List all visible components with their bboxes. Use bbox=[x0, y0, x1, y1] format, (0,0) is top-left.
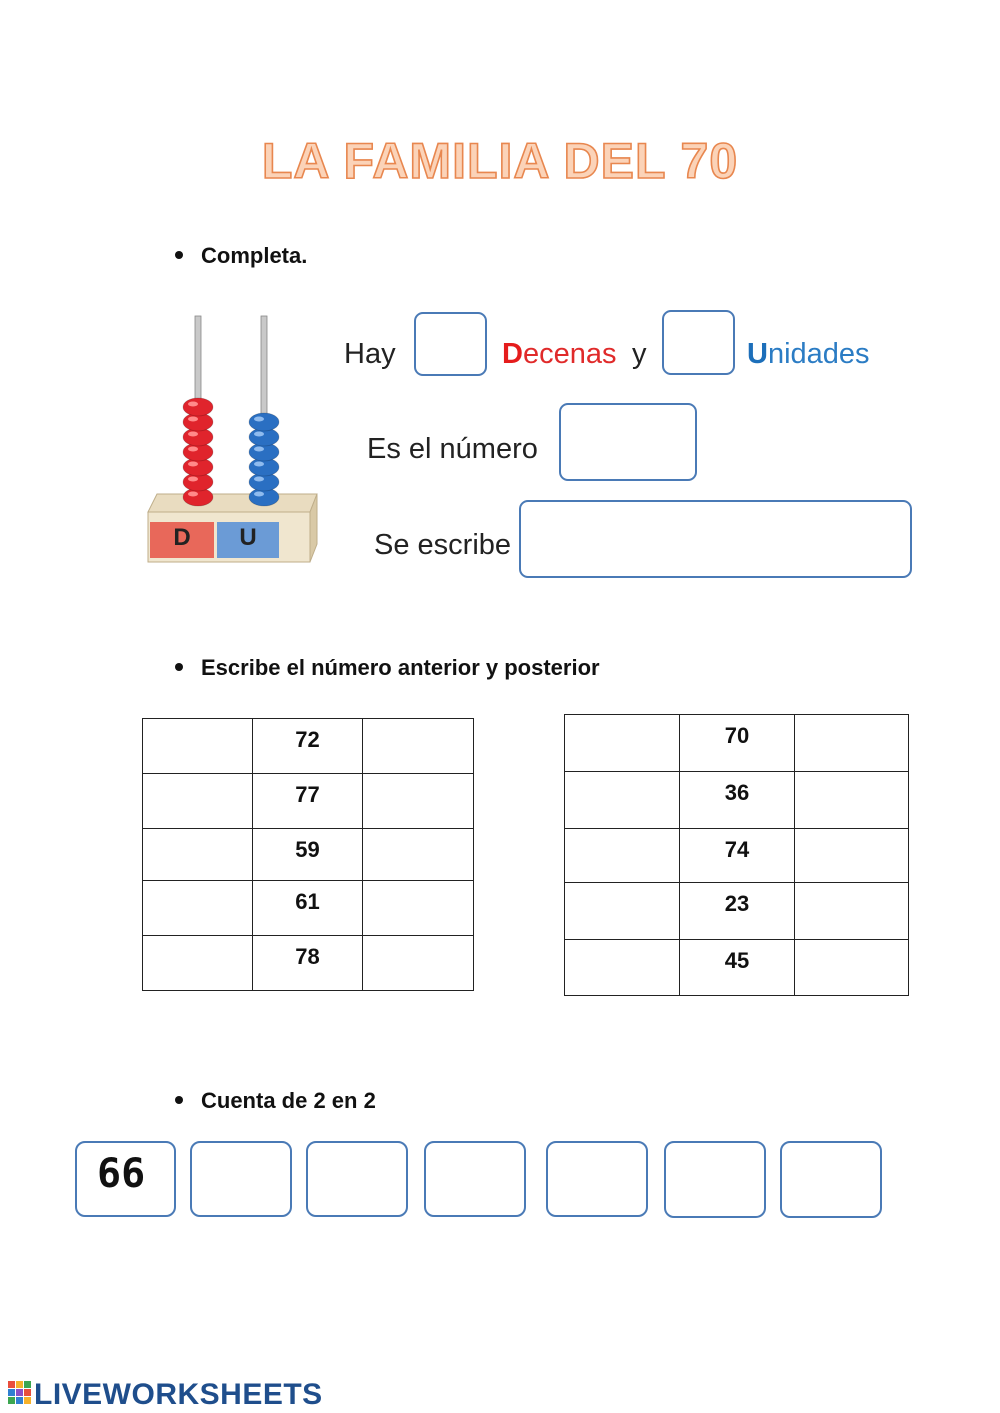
count-input-box[interactable] bbox=[546, 1141, 648, 1217]
given-number-cell bbox=[253, 719, 363, 774]
count-input-box[interactable] bbox=[306, 1141, 408, 1217]
previous-number-input[interactable] bbox=[143, 829, 253, 881]
tens-label: D bbox=[173, 524, 191, 551]
given-number: 61 bbox=[295, 889, 320, 914]
previous-number-input[interactable] bbox=[143, 936, 253, 991]
previous-number-input[interactable] bbox=[565, 829, 680, 883]
unidades-initial: U bbox=[747, 338, 768, 370]
count-value bbox=[192, 1143, 290, 1151]
given-number-cell bbox=[680, 829, 795, 883]
next-number-input[interactable] bbox=[363, 774, 474, 829]
count-value bbox=[666, 1143, 764, 1151]
abacus-image bbox=[145, 312, 320, 567]
given-number: 77 bbox=[295, 782, 320, 807]
count-input-box[interactable] bbox=[780, 1141, 882, 1218]
table-row bbox=[143, 774, 474, 829]
units-label: U bbox=[239, 524, 257, 551]
se-escribe-label: Se escribe bbox=[374, 529, 512, 561]
count-value bbox=[426, 1143, 524, 1151]
given-number: 36 bbox=[724, 780, 750, 805]
abacus-bead-highlight bbox=[188, 477, 198, 482]
count-value bbox=[548, 1143, 646, 1151]
next-number-input[interactable] bbox=[795, 715, 909, 772]
given-number-cell bbox=[253, 936, 363, 991]
previous-number-input[interactable] bbox=[565, 940, 680, 996]
left-number-table bbox=[142, 718, 474, 991]
tens-input-box[interactable] bbox=[414, 312, 487, 376]
abacus-bead bbox=[183, 398, 213, 416]
abacus-bead-highlight bbox=[188, 492, 198, 497]
given-number-cell bbox=[680, 883, 795, 940]
count-value bbox=[782, 1143, 880, 1151]
table-row bbox=[143, 936, 474, 991]
instruction-text: Escribe el número anterior y posterior bbox=[201, 655, 600, 680]
previous-number-input[interactable] bbox=[565, 883, 680, 940]
given-number-cell bbox=[680, 940, 795, 996]
instruction-text: Cuenta de 2 en 2 bbox=[201, 1088, 376, 1113]
table-row bbox=[143, 719, 474, 774]
previous-number-input[interactable] bbox=[565, 772, 680, 829]
count-value: 66 bbox=[97, 1151, 146, 1197]
decenas-label bbox=[502, 338, 616, 371]
footer-brand bbox=[8, 1378, 323, 1413]
next-number-input[interactable] bbox=[795, 940, 909, 996]
given-number: 78 bbox=[295, 944, 320, 969]
next-number-input[interactable] bbox=[363, 719, 474, 774]
abacus-bead-highlight bbox=[254, 462, 264, 467]
bullet-icon bbox=[175, 663, 183, 671]
written-number-input-box[interactable] bbox=[519, 500, 912, 578]
unidades-rest: nidades bbox=[767, 338, 870, 370]
abacus-bead-highlight bbox=[254, 492, 264, 497]
next-number-input[interactable] bbox=[795, 772, 909, 829]
count-input-box[interactable] bbox=[424, 1141, 526, 1217]
abacus-bead bbox=[249, 413, 279, 431]
abacus-bead-highlight bbox=[188, 417, 198, 422]
abacus-bead-highlight bbox=[254, 477, 264, 482]
decenas-rest: ecenas bbox=[522, 338, 617, 370]
next-number-input[interactable] bbox=[363, 881, 474, 936]
instruction-text: Completa. bbox=[201, 243, 308, 268]
abacus-bead-highlight bbox=[254, 432, 264, 437]
previous-number-input[interactable] bbox=[143, 719, 253, 774]
bullet-icon bbox=[175, 1096, 183, 1104]
given-number-cell bbox=[680, 772, 795, 829]
given-number: 70 bbox=[724, 723, 750, 748]
next-number-input[interactable] bbox=[363, 829, 474, 881]
given-number: 72 bbox=[295, 727, 320, 752]
count-start-box bbox=[75, 1141, 176, 1217]
abacus-bead-highlight bbox=[254, 447, 264, 452]
given-number: 45 bbox=[724, 948, 750, 973]
count-input-box[interactable] bbox=[190, 1141, 292, 1217]
instruction-cuenta bbox=[175, 1088, 376, 1114]
given-number-cell bbox=[253, 881, 363, 936]
abacus-bead-highlight bbox=[188, 462, 198, 467]
given-number: 59 bbox=[295, 837, 320, 862]
instruction-anterior-posterior bbox=[175, 655, 600, 681]
given-number: 74 bbox=[724, 837, 750, 862]
units-input-box[interactable] bbox=[662, 310, 735, 375]
next-number-input[interactable] bbox=[795, 829, 909, 883]
table-row bbox=[565, 829, 909, 883]
next-number-input[interactable] bbox=[795, 883, 909, 940]
given-number-cell bbox=[253, 829, 363, 881]
count-input-box[interactable] bbox=[664, 1141, 766, 1218]
es-el-numero-label: Es el número bbox=[367, 433, 538, 465]
footer-brand-text: LIVEWORKSHEETS bbox=[34, 1378, 323, 1411]
previous-number-input[interactable] bbox=[565, 715, 680, 772]
previous-number-input[interactable] bbox=[143, 774, 253, 829]
given-number-cell bbox=[680, 715, 795, 772]
bullet-icon bbox=[175, 251, 183, 259]
previous-number-input[interactable] bbox=[143, 881, 253, 936]
table-row bbox=[143, 829, 474, 881]
table-row bbox=[565, 940, 909, 996]
abacus-bead-highlight bbox=[188, 432, 198, 437]
abacus-bead-highlight bbox=[254, 417, 264, 422]
count-value bbox=[308, 1143, 406, 1151]
given-number-cell bbox=[253, 774, 363, 829]
table-row bbox=[565, 883, 909, 940]
table-row bbox=[565, 772, 909, 829]
liveworksheets-logo-icon bbox=[8, 1379, 32, 1413]
unidades-label bbox=[747, 338, 870, 371]
abacus-bead-highlight bbox=[188, 402, 198, 407]
instruction-completa bbox=[175, 243, 307, 269]
right-number-table bbox=[564, 714, 909, 996]
page-title: LA FAMILIA DEL 70 bbox=[261, 133, 739, 189]
table-row bbox=[143, 881, 474, 936]
y-label: y bbox=[632, 338, 647, 370]
table-row bbox=[565, 715, 909, 772]
decenas-initial: D bbox=[502, 338, 523, 370]
given-number: 23 bbox=[724, 891, 750, 916]
number-input-box[interactable] bbox=[559, 403, 697, 481]
hay-label: Hay bbox=[344, 338, 396, 370]
abacus-bead-highlight bbox=[188, 447, 198, 452]
next-number-input[interactable] bbox=[363, 936, 474, 991]
